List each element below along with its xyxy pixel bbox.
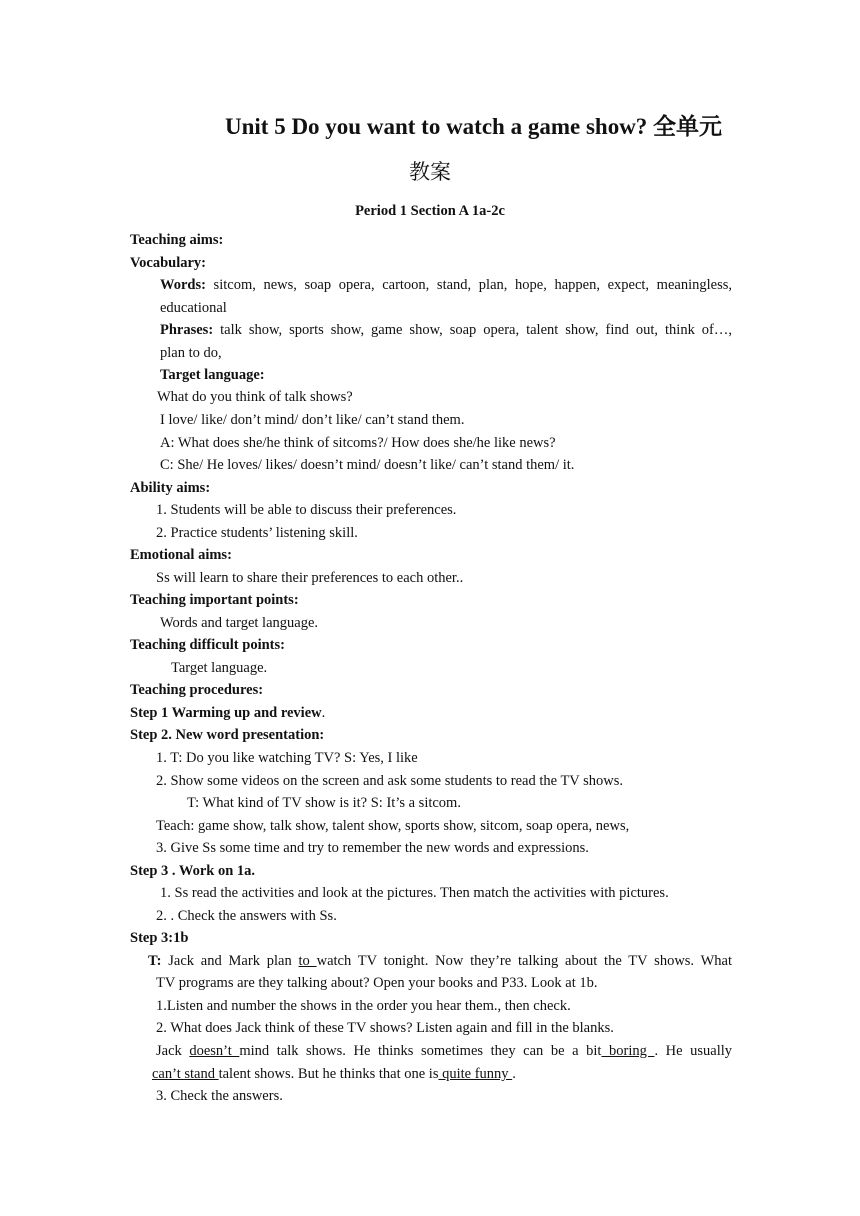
fill-blank-line2: [152, 1065, 754, 1083]
period-subtitle: Period 1 Section A 1a-2c: [355, 203, 505, 219]
step3b-item: 3. Check the answers.: [156, 1088, 283, 1104]
target-language-line: What do you think of talk shows?: [157, 389, 353, 405]
t-text: Jack and Mark plan: [161, 953, 299, 969]
fill-text: . He usually: [654, 1043, 733, 1059]
fill-text: Jack: [156, 1043, 190, 1059]
step3-heading: Step 3 . Work on 1a.: [130, 863, 256, 879]
phrases-cont: plan to do,: [160, 345, 222, 361]
words-text: sitcom, news, soap opera, cartoon, stand, plan, hope, happen, expect, meaningless,: [205, 277, 732, 293]
fill-text: .: [512, 1066, 516, 1082]
emotional-item: Ss will learn to share their preferences to each other..: [156, 570, 464, 586]
step2-heading: Step 2. New word presentation:: [130, 727, 325, 743]
t-label: T:: [148, 953, 162, 969]
step3-item: 2. . Check the answers with Ss.: [156, 908, 337, 924]
difficult-item: Target language.: [171, 660, 268, 676]
fill-answer: boring: [601, 1043, 655, 1059]
heading-emotional-aims: Emotional aims:: [130, 547, 232, 563]
target-language-line: A: What does she/he think of sitcoms?/ How does she/he like news?: [160, 435, 556, 451]
step1-text: Step 1 Warming up and review: [130, 705, 322, 721]
target-language-line: I love/ like/ don’t mind/ don’t like/ can’t stand them.: [160, 412, 465, 428]
heading-target-language: Target language:: [160, 367, 265, 383]
fill-answer: can’t stand: [152, 1066, 219, 1082]
fill-text: talent shows. But he thinks that one is: [218, 1066, 439, 1082]
words-label: Words:: [160, 277, 206, 293]
ability-item: 1. Students will be able to discuss their preferences.: [156, 502, 457, 518]
fill-answer: quite funny: [438, 1066, 513, 1082]
heading-important-points: Teaching important points:: [130, 592, 299, 608]
step2-item: 2. Show some videos on the screen and ask some students to read the TV shows.: [156, 773, 624, 789]
heading-procedures: Teaching procedures:: [130, 682, 264, 698]
heading-difficult-points: Teaching difficult points:: [130, 637, 285, 653]
unit-title-cont: 教案: [409, 160, 451, 184]
step3-item: 1. Ss read the activities and look at the pictures. Then match the activities with pictures.: [160, 885, 669, 901]
step3b-heading: Step 3:1b: [130, 930, 189, 946]
step1-heading: [130, 704, 732, 722]
step2-item: 1. T: Do you like watching TV? S: Yes, I like: [156, 750, 418, 766]
important-item: Words and target language.: [160, 615, 319, 631]
fill-text: mind talk shows. He thinks sometimes they can be a bit: [239, 1043, 602, 1059]
step3b-item: 2. What does Jack think of these TV shows? Listen again and fill in the blanks.: [156, 1020, 614, 1036]
phrases-label: Phrases:: [160, 322, 214, 338]
step1-dot: .: [321, 705, 326, 721]
fill-blank-line1: [156, 1042, 732, 1060]
t-underlined: to: [298, 953, 317, 969]
fill-answer: doesn’t: [189, 1043, 240, 1059]
step2-item: T: What kind of TV show is it? S: It’s a sitcom.: [187, 795, 461, 811]
step2-item: 3. Give Ss some time and try to remember the new words and expressions.: [156, 840, 589, 856]
heading-vocabulary: Vocabulary:: [130, 255, 206, 271]
phrases-text: talk show, sports show, game show, soap opera, talent show, find out, think of…,: [213, 322, 732, 338]
t-paragraph-line2: TV programs are they talking about? Open your books and P33. Look at 1b.: [156, 975, 598, 991]
target-language-line: C: She/ He loves/ likes/ doesn’t mind/ doesn’t like/ can’t stand them/ it.: [160, 457, 575, 473]
heading-ability-aims: Ability aims:: [130, 480, 211, 496]
step3b-item: 1.Listen and number the shows in the order you hear them., then check.: [156, 998, 571, 1014]
heading-teaching-aims: Teaching aims:: [130, 232, 224, 248]
t-text: watch TV tonight. Now they’re talking about the TV shows. What: [316, 953, 732, 969]
words-line: [160, 276, 732, 294]
step2-item: Teach: game show, talk show, talent show, sports show, sitcom, soap opera, news,: [156, 818, 630, 834]
words-cont: educational: [160, 300, 227, 316]
t-paragraph-line1: [148, 952, 732, 970]
phrases-line: [160, 321, 732, 339]
ability-item: 2. Practice students’ listening skill.: [156, 525, 358, 541]
unit-title: Unit 5 Do you want to watch a game show? 全单元: [225, 114, 723, 139]
